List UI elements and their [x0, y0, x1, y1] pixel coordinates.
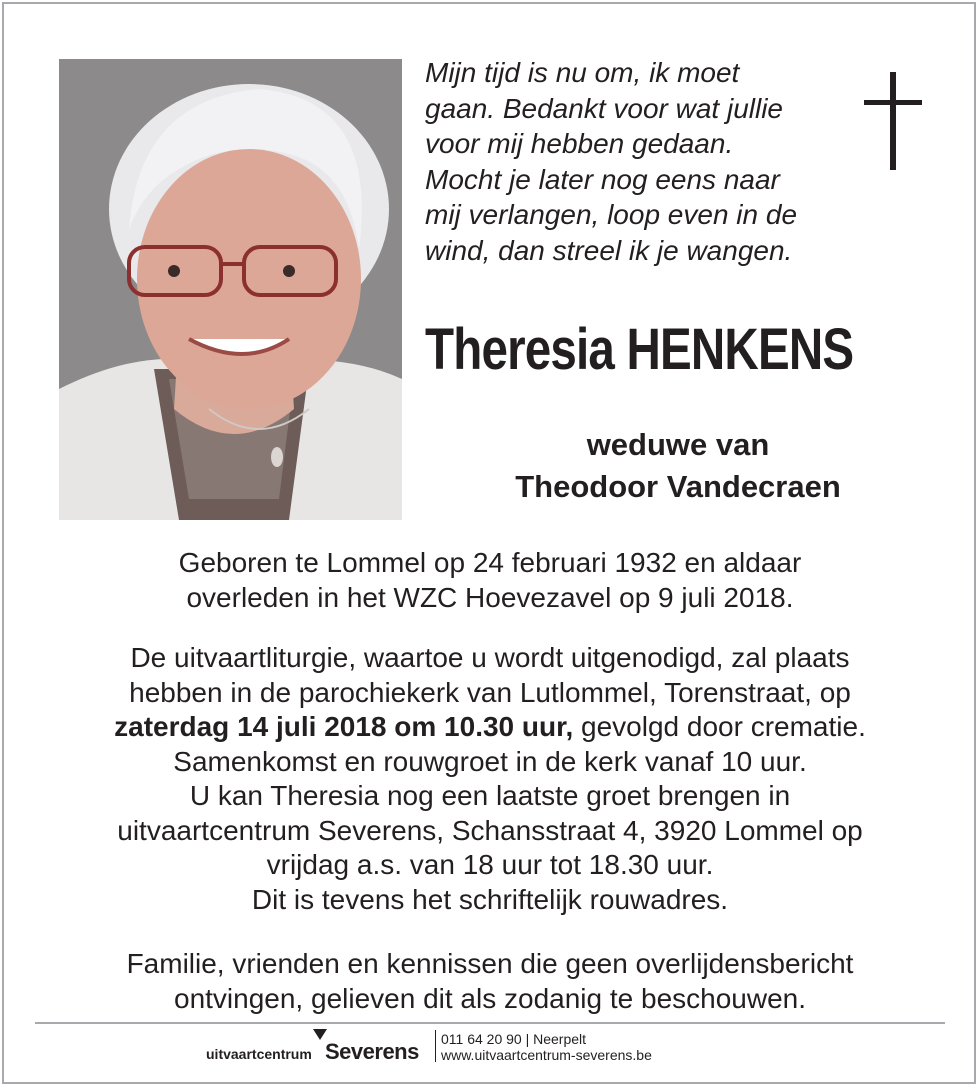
- poem-line: wind, dan streel ik je wangen.: [425, 234, 793, 266]
- deceased-name: Theresia HENKENS: [425, 317, 854, 382]
- footer: [0, 1027, 980, 1067]
- memorial-poem: [425, 55, 855, 268]
- birth-death-info: [40, 546, 940, 615]
- family-note: [40, 947, 940, 1016]
- footer-separator: [435, 1030, 436, 1062]
- footer-phone: 011 64 20 90 | Neerpelt: [441, 1031, 587, 1047]
- portrait-photo: [59, 59, 402, 520]
- spouse-name: Theodoor Vandecraen: [515, 469, 841, 504]
- cross-icon: [862, 72, 926, 172]
- poem-line: Mocht je later nog eens naar: [425, 163, 780, 195]
- text-line: overleden in het WZC Hoevezavel op 9 juli 2018.: [186, 581, 794, 613]
- poem-line: Mijn tijd is nu om, ik moet: [425, 57, 740, 88]
- funeral-date: zaterdag 14 juli 2018 om 10.30 uur,: [114, 711, 574, 742]
- spouse-block: [428, 424, 928, 508]
- text-line: U kan Theresia nog een laatste groet brengen in: [189, 780, 791, 811]
- text-line: Familie, vrienden en kennissen die geen overlijdensbericht: [126, 948, 854, 979]
- text-line: Geboren te Lommel op 24 februari 1932 en aldaar: [178, 547, 802, 578]
- funeral-date-rest: gevolgd door crematie.: [573, 711, 866, 742]
- footer-contact: [441, 1031, 652, 1063]
- footer-brand: Severens: [325, 1039, 419, 1064]
- text-line: Dit is tevens het schriftelijk rouwadres.: [251, 883, 729, 915]
- text-line: Samenkomst en rouwgroet in de kerk vanaf 10 uur.: [173, 745, 807, 777]
- footer-label: uitvaartcentrum: [206, 1046, 312, 1062]
- footer-website[interactable]: www.uitvaartcentrum-severens.be: [441, 1047, 652, 1063]
- text-line: vrijdag a.s. van 18 uur tot 18.30 uur.: [266, 849, 714, 880]
- text-line: ontvingen, gelieven dit als zodanig te beschouwen.: [174, 982, 806, 1014]
- poem-line: voor mij hebben gedaan.: [425, 128, 734, 159]
- poem-line: mij verlangen, loop even in de: [425, 199, 798, 230]
- funeral-date-line: [40, 710, 940, 745]
- text-line: hebben in de parochiekerk van Lutlommel, Torenstraat, op: [129, 676, 851, 708]
- poem-line: gaan. Bedankt voor wat jullie: [425, 92, 783, 124]
- text-line: De uitvaartliturgie, waartoe u wordt uitgenodigd, zal plaats: [130, 642, 850, 673]
- relation-label: weduwe van: [586, 427, 770, 462]
- text-line: uitvaartcentrum Severens, Schansstraat 4, 3920 Lommel op: [117, 814, 863, 846]
- funeral-info: [40, 641, 940, 917]
- footer-divider: [35, 1022, 945, 1024]
